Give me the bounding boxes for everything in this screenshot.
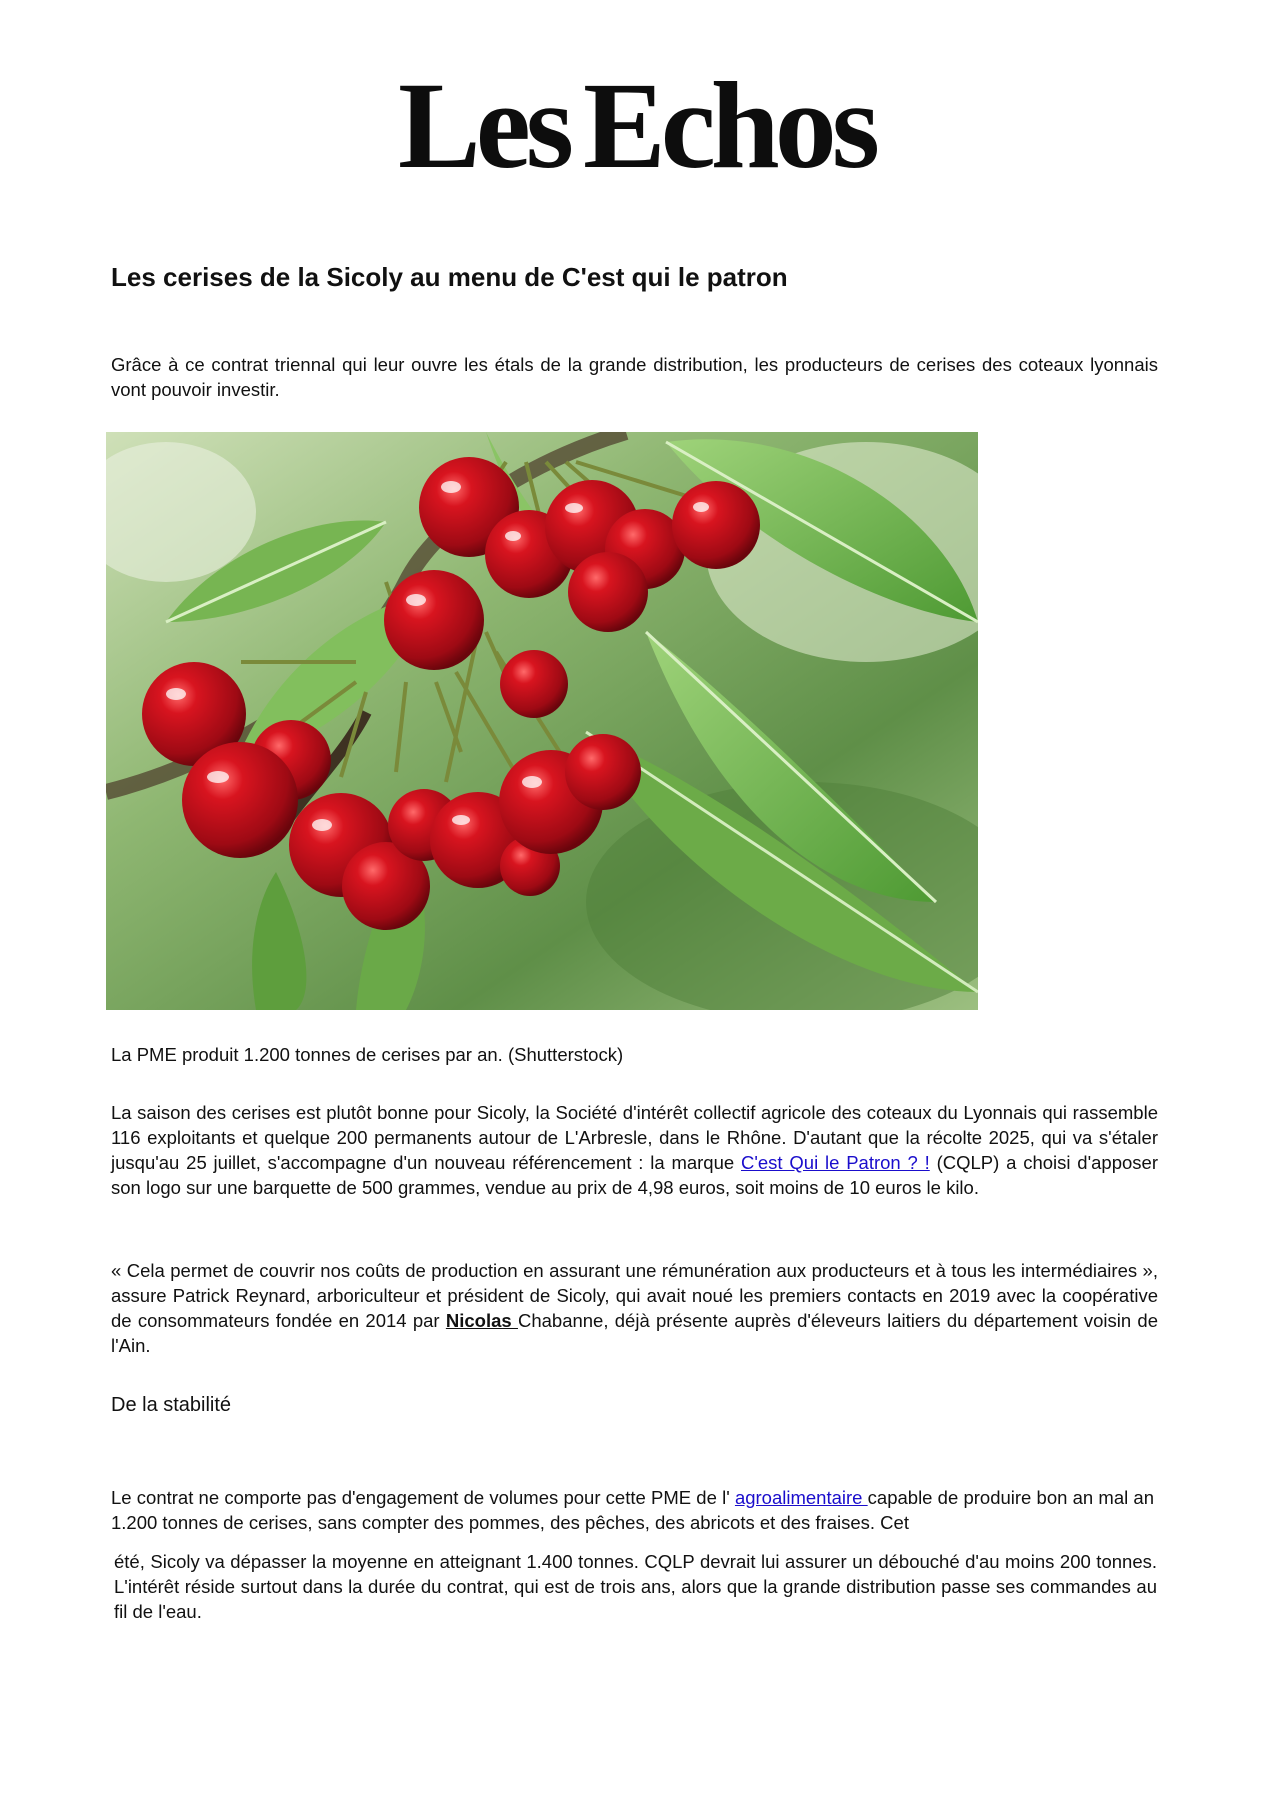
photo-caption: La PME produit 1.200 tonnes de cerises par an. (Shutterstock) [111, 1044, 624, 1065]
cqlp-link[interactable]: C'est Qui le Patron ? ! [741, 1152, 930, 1173]
article-headline: Les cerises de la Sicoly au menu de C'est qui le patron [111, 262, 788, 292]
article-paragraph-1 [111, 1100, 1158, 1200]
paragraph-3-text-a: Le contrat ne comporte pas d'engagement de volumes pour cette PME de l' [111, 1487, 735, 1508]
article-photo [106, 432, 978, 1010]
article-paragraph-3 [111, 1485, 1154, 1535]
paragraph-1-text-b: (CQLP) a choisi d'apposer son logo sur une barquette de 500 grammes, vendue au prix de 4,98 euros, soit moins de 10 euros le kilo. [111, 1152, 1158, 1198]
article-lead: Grâce à ce contrat triennal qui leur ouvre les étals de la grande distribution, les producteurs de cerises des coteaux lyonnais vont pouvoir investir. [111, 354, 1158, 400]
paragraph-2-text-b: Chabanne, déjà présente auprès d'éleveurs laitiers du département voisin de l'Ain. [111, 1310, 1159, 1356]
logo-les: Les [398, 57, 570, 194]
agroalimentaire-link[interactable]: agroalimentaire [734, 1487, 868, 1508]
article-paragraph-2 [111, 1258, 1158, 1358]
section-subhead: De la stabilité [111, 1394, 232, 1416]
paragraph-1-text-a: La saison des cerises est plutôt bonne pour Sicoly, la Société d'intérêt collectif agricole des coteaux du Lyonnais qui rassemble 116 exploitants et quelque 200 permanents autour de L'Arbresle, dans le Rhône. D'autant que la récolte 2025, qui va s'étaler jusqu'au 25 juillet, s'accompagne d'un nouveau référencement : la marque [111, 1102, 1158, 1173]
nicolas-link[interactable]: Nicolas [445, 1310, 518, 1331]
paragraph-3-text-b: capable de produire bon an mal an 1.200 tonnes de cerises, sans compter des pommes, des pêches, des abricots et des fraises. Cet [111, 1487, 1154, 1533]
les-echos-logo [0, 57, 1273, 194]
paragraph-2-text-a: « Cela permet de couvrir nos coûts de production en assurant une rémunération aux producteurs et à tous les intermédiaires », assure Patrick Reynard, arboriculteur et président de Sicoly, qui avait noué les premiers contacts en 2019 avec la coopérative de consommateurs fondée en 2014 par [111, 1260, 1158, 1331]
article-paragraph-4: été, Sicoly va dépasser la moyenne en atteignant 1.400 tonnes. CQLP devrait lui assurer un débouché d'au moins 200 tonnes. L'intérêt réside surtout dans la durée du contrat, qui est de trois ans, alors que la grande distribution passe ses commandes au fil de l'eau. [114, 1551, 1157, 1622]
logo-echos: Echos [583, 57, 875, 194]
